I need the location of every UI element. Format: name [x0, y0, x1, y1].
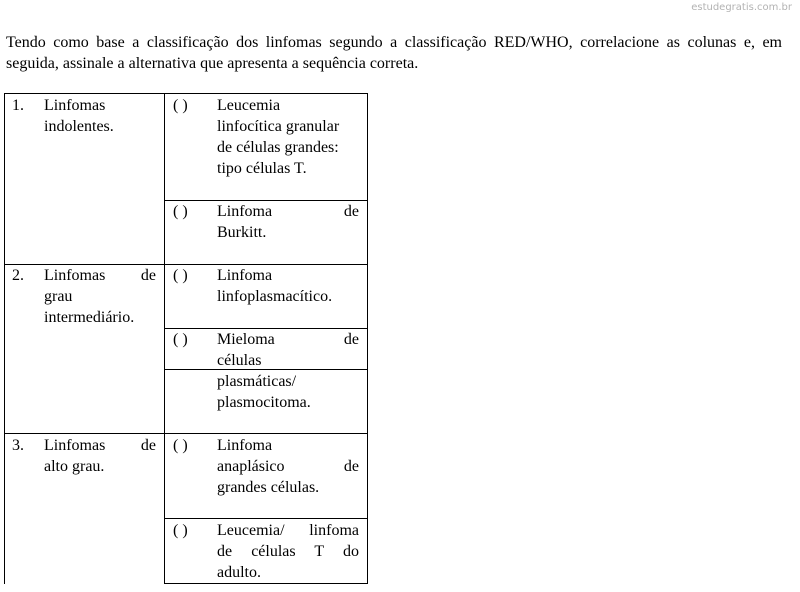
right-item-4-text-part-2: plasmáticas/ plasmocitoma.	[217, 373, 311, 411]
right-item-1-marker[interactable]: ( )	[173, 97, 188, 114]
left-item-3-label: Linfomas de alto grau.	[44, 437, 156, 475]
right-item-2-text: Linfoma de Burkitt.	[217, 203, 359, 241]
right-item-5-marker[interactable]: ( )	[173, 437, 188, 454]
left-item-1-number: 1.	[12, 97, 24, 114]
right-item-3-text: Linfoma linfoplasmacítico.	[217, 267, 333, 305]
question-text: Tendo como base a classificação dos linfomas segundo a classificação RED/WHO, correlacione as colunas e, em seguida, assinale a alternativa que apresenta a sequência correta.	[6, 34, 782, 72]
right-item-5-text: Linfoma anaplásico de grandes células.	[217, 437, 359, 496]
right-item-3-marker[interactable]: ( )	[173, 267, 188, 284]
right-item-2-marker[interactable]: ( )	[173, 203, 188, 220]
left-item-2-label: Linfomas de grau intermediário.	[44, 267, 156, 326]
right-item-6-text: Leucemia/ linfoma de células T do adulto.	[217, 522, 359, 581]
watermark: estudegratis.com.br	[691, 2, 792, 13]
right-item-4-text-part-1: Mieloma de células	[217, 331, 359, 369]
left-item-2-number: 2.	[12, 267, 24, 284]
left-item-3-number: 3.	[12, 437, 24, 454]
right-item-6-marker[interactable]: ( )	[173, 522, 188, 539]
left-item-1-label: Linfomas indolentes.	[44, 97, 114, 135]
right-item-1-text: Leucemia linfocítica granular de células grandes: tipo células T.	[217, 97, 340, 177]
right-item-4-marker[interactable]: ( )	[173, 331, 188, 348]
